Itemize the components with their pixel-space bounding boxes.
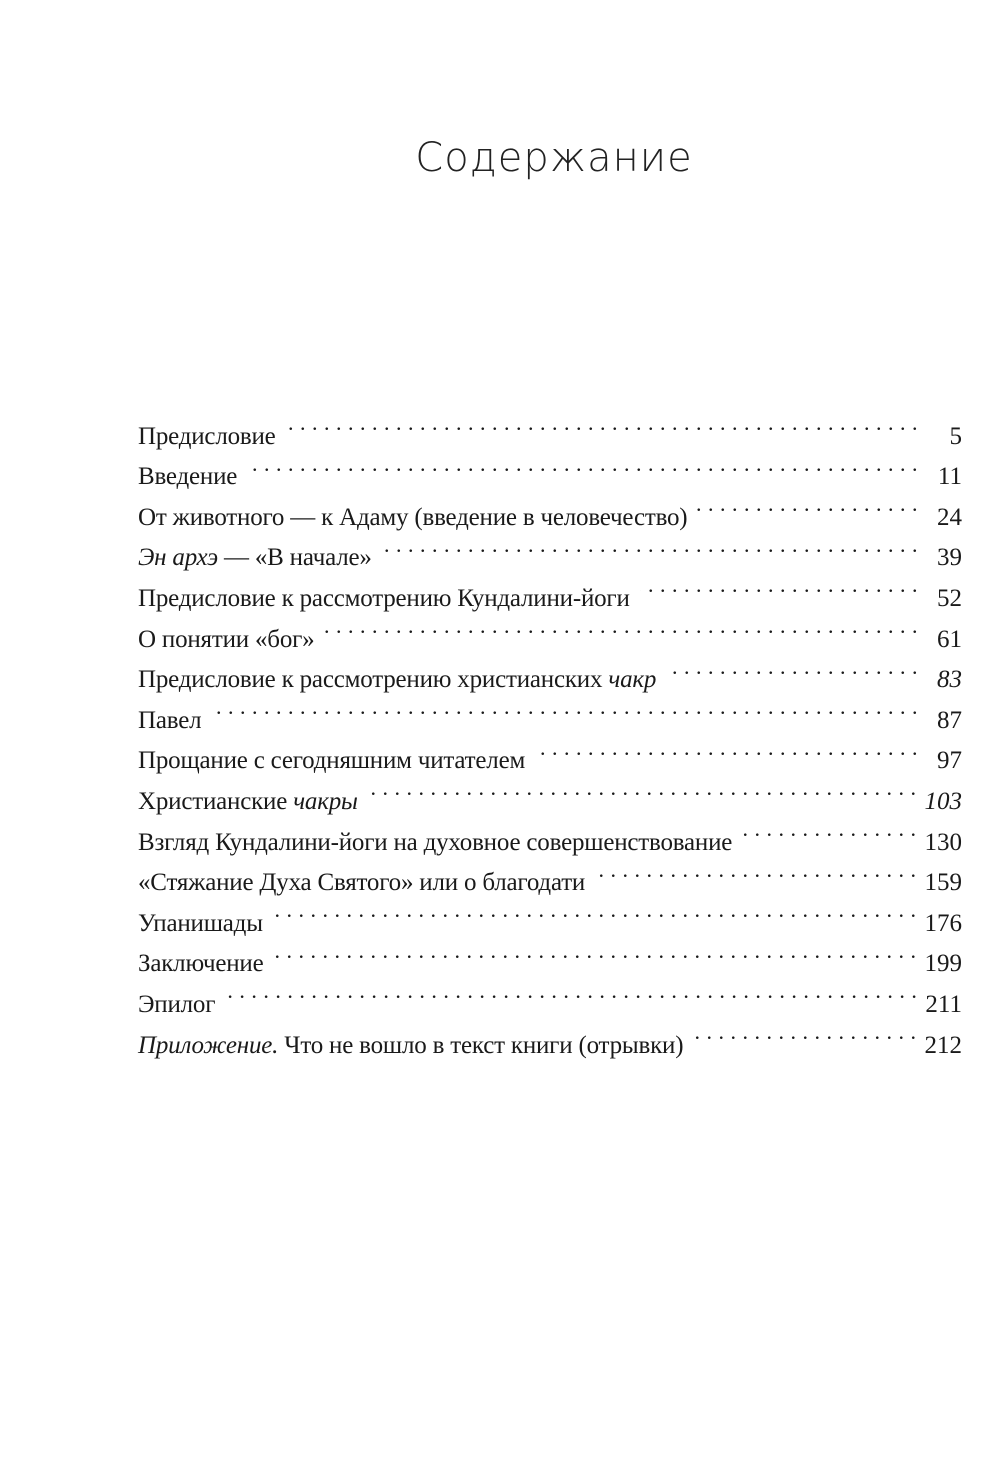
toc-entry [138,1012,962,1059]
toc-entry [138,728,962,775]
toc-entry-title-part: Приложение. [138,1031,279,1059]
toc-entry-title [138,701,211,742]
dot-leader [368,768,917,809]
dot-leader [697,484,918,525]
toc-entry [138,971,962,1018]
dot-leader [274,931,917,972]
toc-entry-page-number: 199 [924,950,962,978]
toc-entry-page-number: 130 [924,828,962,856]
dot-leader [666,647,918,688]
toc-entry [138,444,962,491]
toc-entry-title-part: Прощание с сегодняшним читателем [138,747,526,775]
toc-entry-page-number: 87 [937,706,962,734]
toc-entry-title-part: Что не вошло в текст книги (отрывки) [278,1031,684,1059]
toc-entry [138,403,962,450]
toc-entry-title [138,985,225,1026]
toc-entry-title [138,1026,693,1067]
toc-entry-title-part: чакр [608,666,657,694]
toc-entry-title-part: Упанишады [138,909,263,937]
toc-entry-page-number: 52 [937,584,962,612]
toc-entry [138,687,962,734]
toc-entry-page-number: 211 [925,990,962,1018]
toc-entry-title-part: От животного — к Адаму (введение в человечество) [138,503,688,531]
toc-entry-title [138,782,368,823]
toc-entry-title-part: Эн архэ [138,544,218,572]
dot-leader [535,728,918,769]
dot-leader [225,971,917,1012]
toc-entry-title-part: Введение [138,463,238,491]
dot-leader [693,1012,916,1053]
dot-leader [211,687,918,728]
toc-entry [138,484,962,531]
toc-entry-page-number: 103 [924,787,962,815]
toc-entry-page-number: 39 [937,544,962,572]
toc-entry-page-number: 176 [924,909,962,937]
toc-entry-title-part: Эпилог [138,990,216,1018]
page-title: Содержание [415,134,693,181]
toc-entry-page-number: 212 [924,1031,962,1059]
toc-entry-title [138,457,247,498]
toc-entry-title-part: Взгляд Кундалини-йоги на духовное совершенствование [138,828,733,856]
dot-leader [640,565,918,606]
toc-entry-title-part: Заключение [138,950,264,978]
dot-leader [273,890,917,931]
toc-entry-title [138,904,273,945]
toc-entry-title-part: Предисловие к рассмотрению Кундалини-йоги [138,584,630,612]
toc-entry-page-number: 24 [937,503,962,531]
toc-entry-title-part: Предисловие к рассмотрению христианских [138,666,609,694]
dot-leader [247,444,918,485]
dot-leader [742,809,916,850]
dot-leader [595,850,916,891]
toc-entry-page-number: 97 [937,747,962,775]
toc-entry-title-part: — «В начале» [217,544,372,572]
toc-entry-title-part: Павел [138,706,202,734]
dot-leader [286,403,918,444]
toc-entry-title-part: Христианские [138,787,294,815]
toc-entry-title [138,620,324,661]
toc-entry-page-number: 5 [949,422,962,450]
toc-entry-title-part: Предисловие [138,422,276,450]
toc-entry-title-part: чакры [293,787,358,815]
toc-entry-title [138,538,382,579]
toc-entry-page-number: 83 [937,666,962,694]
toc-entry-page-number: 159 [924,869,962,897]
toc-entry-page-number: 61 [937,625,962,653]
table-of-contents [138,403,962,1059]
toc-entry-page-number: 11 [937,463,962,491]
toc-entry-title-part: «Стяжание Духа Святого» или о благодати [138,869,586,897]
dot-leader [324,606,918,647]
toc-entry-title-part: О понятии «бог» [138,625,315,653]
dot-leader [382,525,918,566]
